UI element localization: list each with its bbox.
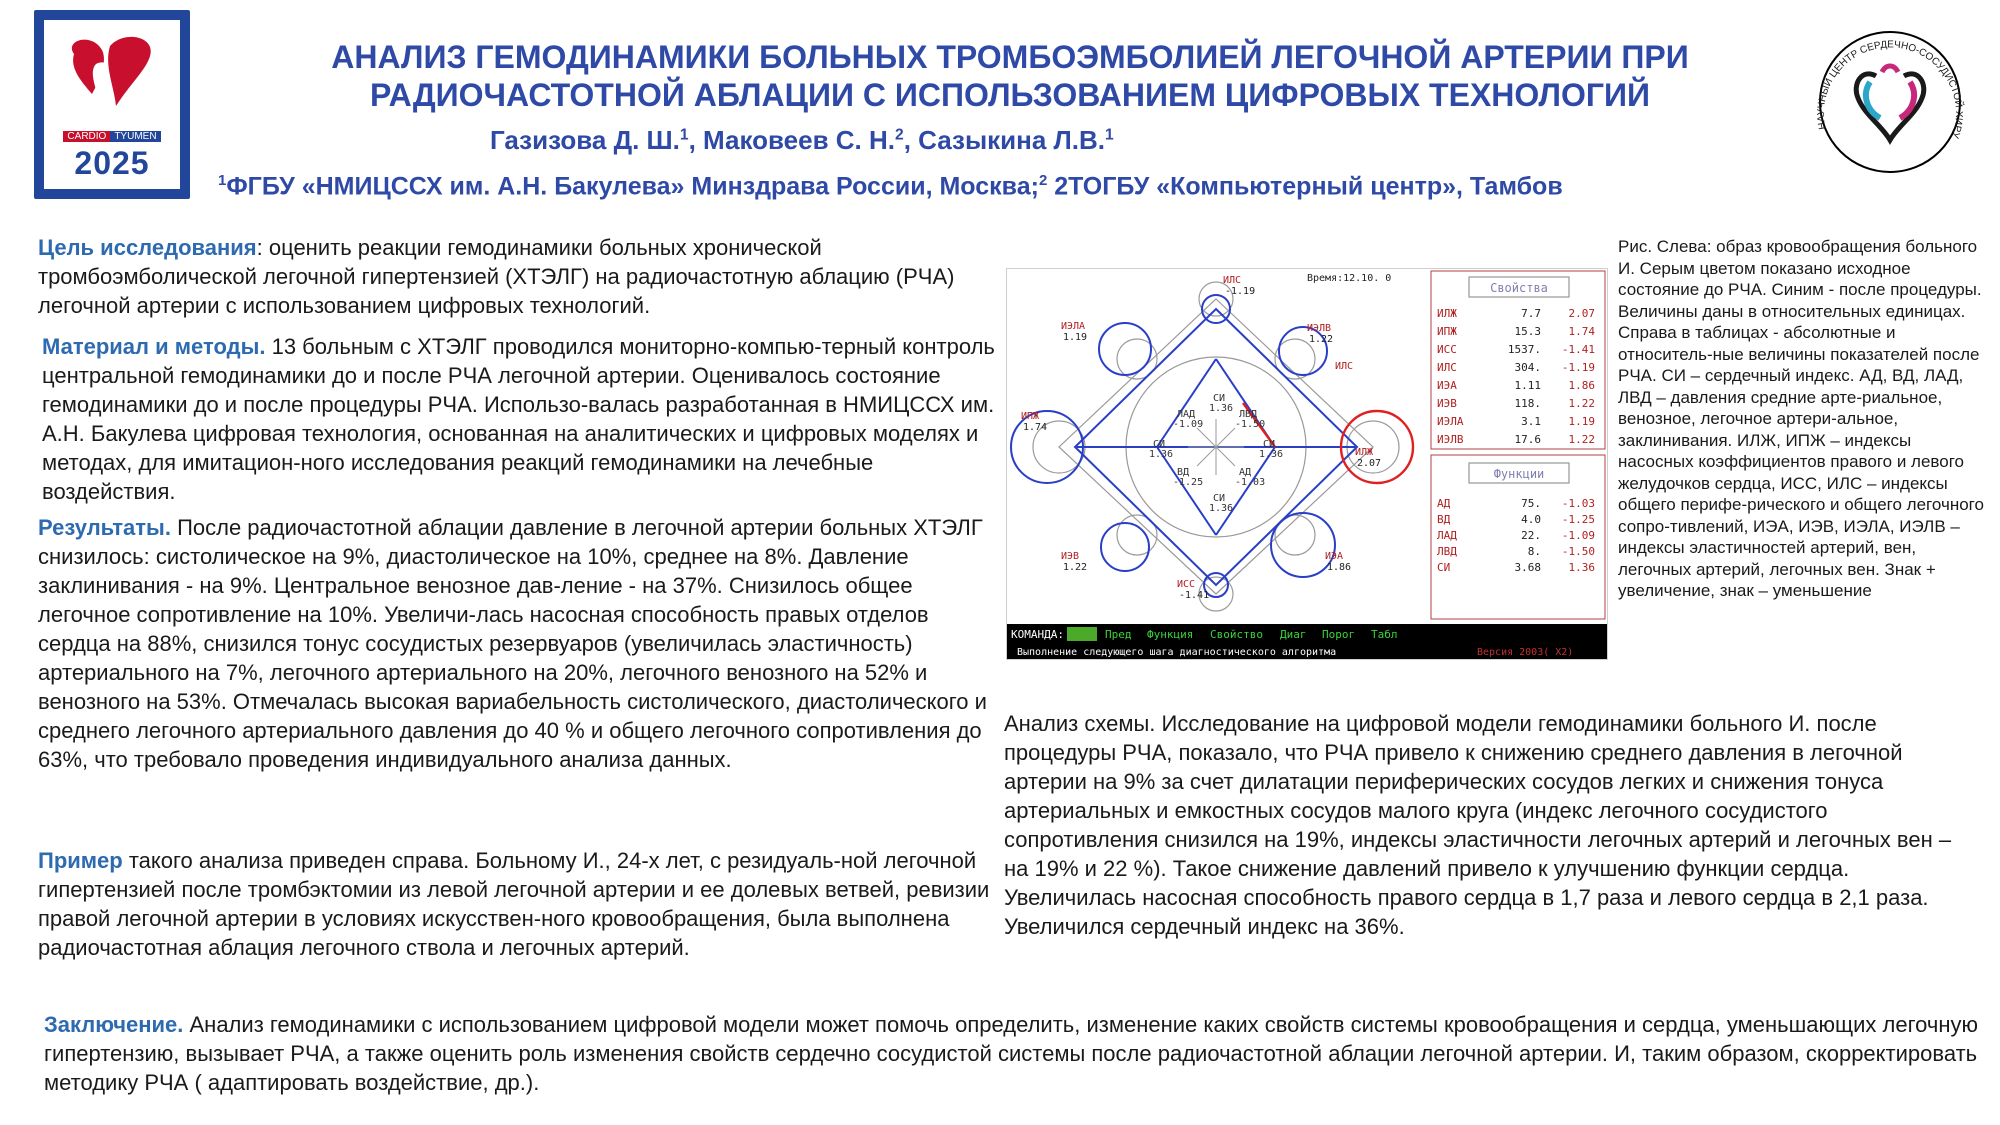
property-name: ИПЖ bbox=[1437, 325, 1457, 338]
authors bbox=[490, 125, 1114, 156]
author-2-sup: 2 bbox=[895, 126, 904, 144]
property-abs: 1537. bbox=[1507, 343, 1541, 356]
node-label: ИЭЛА bbox=[1061, 321, 1086, 332]
command-item[interactable]: Диаг bbox=[1280, 628, 1307, 641]
node-label: ИСС bbox=[1177, 579, 1196, 590]
conclusion-paragraph bbox=[44, 1010, 1984, 1097]
property-rel: 1.19 bbox=[1568, 415, 1595, 428]
author-1-sup: 1 bbox=[679, 126, 689, 144]
inner-value: 1.36 bbox=[1149, 449, 1174, 460]
function-rel: 1.36 bbox=[1568, 561, 1595, 574]
methods-text: 13 больным с ХТЭЛГ проводился мониторно-компью-терный контроль центральной гемодинамики до и после РЧА легочной артерии. Оценивалось состояние гемодинамики до и после процедуры РЧА. Использо-валась разработанная в НМИЦССХ им. А.Н. Бакулева цифровая технология, основанная на аналитических и цифровых моделях и методах, для имитацион-ного исследования реакций гемодинамики на лечебные воздействия. bbox=[42, 334, 995, 504]
inner-label: ЛАД bbox=[1177, 409, 1196, 420]
logo-tyumen-text: TYUMEN bbox=[110, 131, 160, 142]
property-abs: 15.3 bbox=[1514, 325, 1541, 338]
author-1: Газизова Д. Ш. bbox=[490, 125, 680, 155]
schema-diagram bbox=[1007, 269, 1425, 621]
function-name: СИ bbox=[1437, 561, 1451, 574]
inner-value: 1.36 bbox=[1209, 503, 1234, 514]
command-bar bbox=[1007, 624, 1607, 659]
logo-year: 2025 bbox=[74, 145, 150, 181]
cardio-tyumen-logo bbox=[34, 10, 190, 199]
results-text: После радиочастотной аблации давление в легочной артерии больных ХТЭЛГ снизилось: систолическое на 9%, диастолическое на 10%, среднее на 8%. Давление заклинивания - на 9%. Центральное венозное дав-ление - на 37%. Снизилось общее легочное сопротивление на 10%. Увеличи-лась насосная способность правых отделов сердца на 88%, снизился тонус сосудистых резервуаров (увеличилась эластичность) артериального на 7%, легочного артериального на 20%, легочного венозного на 52% и венозного на 53%. Отмечалась высокая вариабельность систолического, диастолического и среднего легочного артериального давления до 40 % и общего легочного сопротивления до 63%, что требовало проведения индивидуального анализа данных. bbox=[38, 515, 987, 772]
inner-label: СИ bbox=[1213, 493, 1226, 504]
property-name: ИСС bbox=[1437, 343, 1457, 356]
example-heading: Пример bbox=[38, 848, 123, 873]
function-name: ЛАД bbox=[1437, 529, 1457, 542]
poster-title bbox=[250, 38, 1770, 114]
goal-paragraph bbox=[38, 233, 998, 320]
node-value: 1.19 bbox=[1063, 332, 1088, 343]
function-name: АД bbox=[1437, 497, 1451, 510]
affil-sup-2: 2 bbox=[1038, 172, 1048, 189]
affil-1: ФГБУ «НМИЦССХ им. А.Н. Бакулева» Минздрава России, Москва; bbox=[226, 172, 1039, 201]
command-label: КОМАНДА: bbox=[1011, 628, 1064, 641]
command-bar-svg bbox=[1007, 624, 1607, 659]
command-item[interactable]: Табл bbox=[1371, 628, 1398, 641]
node-value: 1.86 bbox=[1327, 562, 1352, 573]
tables-svg bbox=[1429, 269, 1607, 621]
property-rel: 2.07 bbox=[1568, 307, 1595, 320]
logo-panel bbox=[44, 20, 180, 189]
title-line-1: АНАЛИЗ ГЕМОДИНАМИКИ БОЛЬНЫХ ТРОМБОЭМБОЛИЕЙ ЛЕГОЧНОЙ АРТЕРИИ ПРИ bbox=[331, 39, 1689, 75]
results-heading: Результаты. bbox=[38, 515, 171, 540]
property-rel: 1.22 bbox=[1568, 397, 1595, 410]
logo-arc-text: НАУЧНЫЙ ЦЕНТР СЕРДЕЧНО-СОСУДИСТОЙ ХИРУ bbox=[1815, 39, 1965, 140]
inner-value: -1.03 bbox=[1235, 477, 1266, 488]
property-abs: 1.11 bbox=[1514, 379, 1541, 392]
inner-value: -1.09 bbox=[1173, 419, 1204, 430]
node-label: ИЭА bbox=[1325, 551, 1344, 562]
inner-value: -1.50 bbox=[1235, 419, 1266, 430]
function-abs: 4.0 bbox=[1521, 513, 1541, 526]
property-abs: 304. bbox=[1514, 361, 1541, 374]
results-paragraph bbox=[38, 513, 998, 774]
property-name: ИЛС bbox=[1437, 361, 1457, 374]
property-abs: 3.1 bbox=[1521, 415, 1541, 428]
conclusion-text: Анализ гемодинамики с использованием цифровой модели может помочь определить, изменение каких свойств системы кровообращения и сердца, уменьшающих легочную гипертензию, вызывает РЧА, а также оценить роль изменения свойств сердечно сосудистой системы после радиочастотной аблации легочной артерии. И, таким образом, скорректировать методику РЧА ( адаптировать воздействие, др.). bbox=[44, 1012, 1978, 1095]
command-item[interactable]: Свойство bbox=[1210, 628, 1263, 641]
property-rel: 1.86 bbox=[1568, 379, 1595, 392]
property-name: ИЛЖ bbox=[1437, 307, 1457, 320]
property-rel: -1.41 bbox=[1561, 343, 1595, 356]
function-abs: 75. bbox=[1521, 497, 1541, 510]
bakulev-logo-icon bbox=[1806, 18, 1974, 186]
goal-colon: : bbox=[256, 235, 263, 260]
bakulev-center-logo bbox=[1806, 18, 1974, 186]
title-line-2: РАДИОЧАСТОТНОЙ АБЛАЦИИ С ИСПОЛЬЗОВАНИЕМ ЦИФРОВЫХ ТЕХНОЛОГИЙ bbox=[370, 77, 1650, 113]
hemodynamics-schema-figure bbox=[1006, 268, 1608, 660]
functions-title: Функции bbox=[1493, 467, 1545, 481]
author-3-sup: 1 bbox=[1105, 126, 1114, 144]
function-rel: -1.50 bbox=[1561, 545, 1595, 558]
functions-table bbox=[1437, 497, 1595, 574]
property-rel: 1.74 bbox=[1568, 325, 1595, 338]
time-label: Время:12.10. 0 bbox=[1307, 273, 1392, 284]
logo-caption bbox=[48, 131, 176, 142]
methods-heading: Материал и методы. bbox=[42, 334, 266, 359]
inner-value: -1.25 bbox=[1173, 477, 1204, 488]
affil-2: 2ТОГБУ «Компьютерный центр», Тамбов bbox=[1047, 172, 1563, 201]
node-label: ИЛЖ bbox=[1355, 447, 1374, 458]
author-3: , Сазыкина Л.В. bbox=[903, 125, 1105, 155]
property-name: ИЭА bbox=[1437, 379, 1457, 392]
version-label: Версия 2003( X2) bbox=[1477, 647, 1574, 658]
function-rel: -1.09 bbox=[1561, 529, 1595, 542]
node-label: ИПЖ bbox=[1021, 411, 1040, 422]
command-item[interactable]: Порог bbox=[1322, 628, 1356, 641]
node-label: ИЭВ bbox=[1061, 551, 1080, 562]
property-abs: 7.7 bbox=[1521, 307, 1541, 320]
inner-label: СИ bbox=[1263, 439, 1276, 450]
example-paragraph bbox=[38, 846, 998, 962]
function-name: ЛВД bbox=[1437, 545, 1457, 558]
node-label: ИЭЛВ bbox=[1307, 323, 1332, 334]
schema-tables bbox=[1429, 269, 1607, 621]
affiliations bbox=[218, 172, 1563, 201]
node-value: -1.19 bbox=[1225, 286, 1256, 297]
inner-label: ЛВД bbox=[1239, 409, 1258, 420]
function-name: ВД bbox=[1437, 513, 1451, 526]
author-2: , Маковеев С. Н. bbox=[688, 125, 896, 155]
function-abs: 22. bbox=[1521, 529, 1541, 542]
command-item[interactable]: Пред bbox=[1105, 628, 1132, 641]
logo-cardio-text: CARDIO bbox=[63, 131, 110, 142]
function-abs: 3.68 bbox=[1514, 561, 1541, 574]
property-rel: -1.19 bbox=[1561, 361, 1595, 374]
schema-svg bbox=[1007, 269, 1425, 621]
node-label: ИЛС bbox=[1335, 361, 1354, 372]
goal-heading: Цель исследования bbox=[38, 235, 257, 260]
property-name: ИЭЛВ bbox=[1437, 433, 1464, 446]
node-value: 2.07 bbox=[1357, 458, 1382, 469]
node-value: 1.22 bbox=[1063, 562, 1088, 573]
heart-logo-icon bbox=[44, 20, 180, 130]
properties-title: Свойства bbox=[1490, 281, 1548, 295]
figure-caption: Рис. Слева: образ кровообращения больного И. Серым цветом показано исходное состояние до РЧА. Синим - после процедуры. Величины даны в относительных единицах. Справа в таблицах - абсолютные и относитель-ные величины показателей после РЧА. СИ – сердечный индекс. АД, ВД, ЛАД, ЛВД – давления средние арте-риальное, венозное, легочное артери-альное, заклинивания. ИЛЖ, ИПЖ – индексы насосных коэффициентов правого и левого желудочков сердца, ИСС, ИЛС – индексы общего перифе-рического и общего легочного сопро-тивлений, ИЭА, ИЭВ, ИЭЛА, ИЭЛВ – индексы эластичностей артерий, вен, легочных артерий, легочных вен. Знак + увеличение, знак – уменьшение bbox=[1618, 237, 1984, 600]
function-abs: 8. bbox=[1527, 545, 1541, 558]
node-value: 1.74 bbox=[1023, 422, 1048, 433]
goal-text: оценить реакции гемодинамики больных хронической тромбоэмболической легочной гипертензией (ХТЭЛГ) на радиочастотную аблацию (РЧА) легочной артерии с использованием цифровых технологий. bbox=[38, 235, 955, 318]
inner-label: СИ bbox=[1153, 439, 1166, 450]
inner-value: 1.36 bbox=[1209, 403, 1234, 414]
property-abs: 118. bbox=[1514, 397, 1541, 410]
function-rel: -1.25 bbox=[1561, 513, 1595, 526]
node-value: -1.41 bbox=[1179, 590, 1210, 601]
properties-table bbox=[1437, 307, 1595, 446]
affil-sup-1: 1 bbox=[218, 172, 227, 189]
inner-label: ВД bbox=[1177, 467, 1190, 478]
inner-value: 1.36 bbox=[1259, 449, 1284, 460]
node-value: 1.22 bbox=[1309, 334, 1334, 345]
conclusion-heading: Заключение. bbox=[44, 1012, 184, 1037]
analysis-paragraph: Анализ схемы. Исследование на цифровой модели гемодинамики больного И. после процедуры РЧА, показало, что РЧА привело к снижению среднего давления в легочной артерии на 9% за счет дилатации периферических сосудов легких и снижения тонуса артериальных и емкостных сосудов малого круга (индекс легочного сосудистого сопротивления снизился на 19%, индексы эластичности легочных артерий и легочных вен – на 19% и 22 %). Такое снижение давлений привело к улучшению функции сердца. Увеличилась насосная способность правого сердца в 1,7 раза и левого сердца в 2,1 раза. Увеличился сердечный индекс на 36%. bbox=[1004, 711, 1952, 939]
example-text: такого анализа приведен справа. Больному И., 24-х лет, с резидуаль-ной легочной гипертензией после тромбэктомии из левой легочной артерии и ее долевых ветвей, ревизии правой легочной артерии в условиях искусствен-ного кровообращения, была выполнена радиочастотная аблация легочного ствола и легочных артерий. bbox=[38, 848, 990, 960]
command-item[interactable]: Функция bbox=[1147, 628, 1194, 641]
inner-label: СИ bbox=[1213, 393, 1226, 404]
command-items bbox=[1105, 628, 1398, 641]
function-rel: -1.03 bbox=[1561, 497, 1595, 510]
status-line: Выполнение следующего шага диагностического алгоритма bbox=[1017, 647, 1337, 658]
property-name: ИЭВ bbox=[1437, 397, 1457, 410]
property-abs: 17.6 bbox=[1514, 433, 1541, 446]
property-rel: 1.22 bbox=[1568, 433, 1595, 446]
methods-paragraph bbox=[42, 332, 1002, 506]
inner-label: АД bbox=[1239, 467, 1252, 478]
property-name: ИЭЛА bbox=[1437, 415, 1464, 428]
node-label: ИЛС bbox=[1223, 275, 1242, 286]
